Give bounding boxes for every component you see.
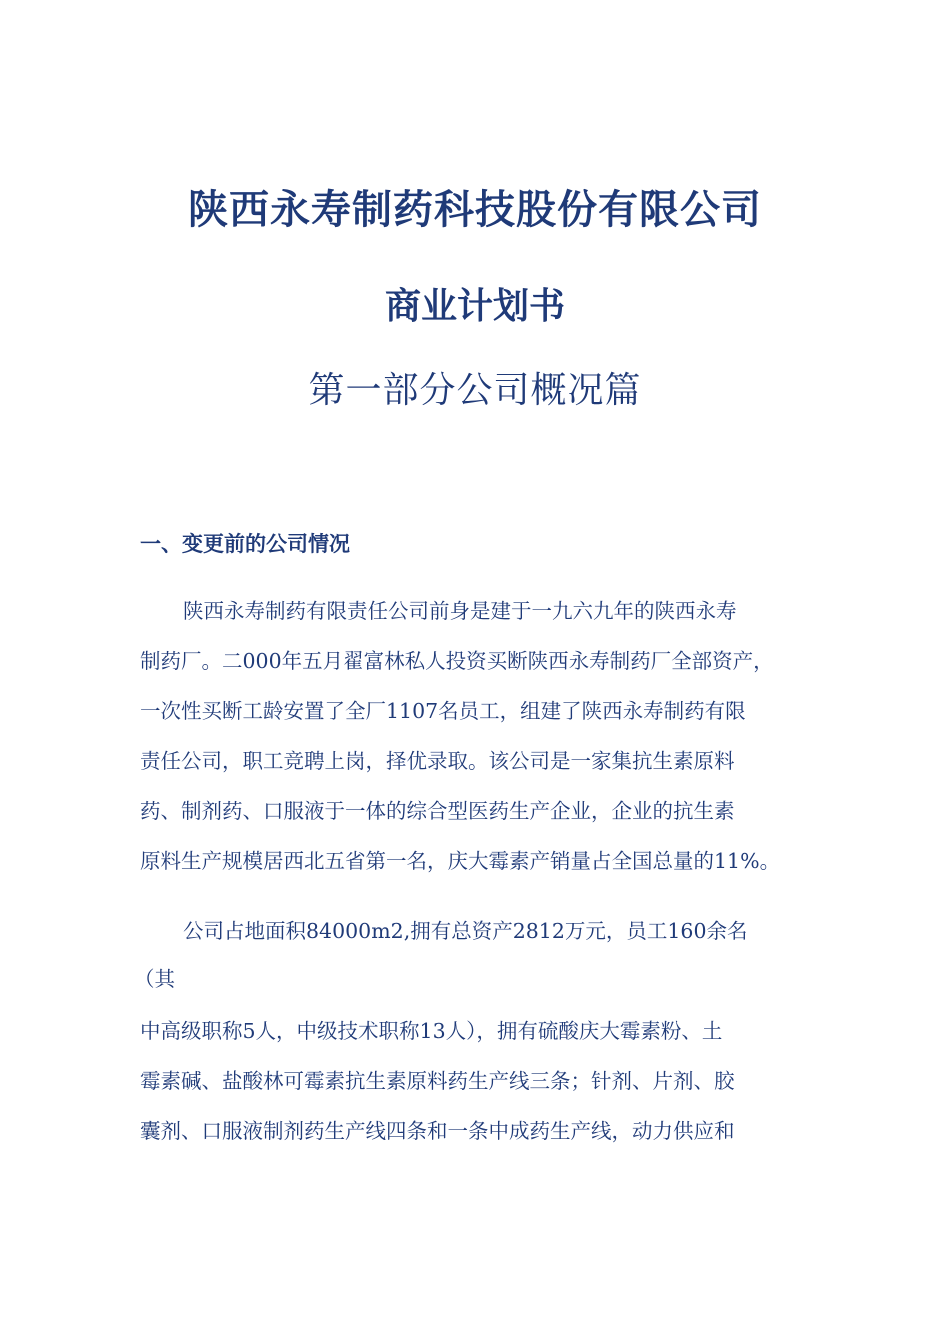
paragraph-line: 中高级职称5人，中级技术职称13人），拥有硫酸庆大霉素粉、土 [140, 1019, 723, 1043]
paragraph-line: 公司占地面积84000m2,拥有总资产2812万元，员工160余名 [183, 919, 748, 943]
paragraph-line: （其 [134, 967, 175, 991]
paragraph-line: 一次性买断工龄安置了全厂1107名员工，组建了陕西永寿制药有限 [140, 699, 746, 723]
part-title: 第一部分公司概况篇 [308, 370, 642, 411]
paragraph-line: 霉素碱、盐酸林可霉素抗生素原料药生产线三条；针剂、片剂、胶 [140, 1069, 735, 1093]
document-subtitle: 商业计划书 [384, 286, 565, 327]
paragraph-line: 药、制剂药、口服液于一体的综合型医药生产企业，企业的抗生素 [140, 799, 735, 823]
paragraph-line: 陕西永寿制药有限责任公司前身是建于一九六九年的陕西永寿 [183, 599, 737, 623]
section-heading: 一、变更前的公司情况 [140, 532, 350, 556]
paragraph-line: 制药厂。二000年五月翟富林私人投资买断陕西永寿制药厂全部资产， [140, 649, 774, 673]
paragraph-line: 原料生产规模居西北五省第一名，庆大霉素产销量占全国总量的11%。 [140, 849, 781, 873]
document-title: 陕西永寿制药科技股份有限公司 [188, 187, 762, 233]
paragraph-line: 囊剂、口服液制剂药生产线四条和一条中成药生产线，动力供应和 [140, 1119, 735, 1143]
paragraph-line: 责任公司，职工竞聘上岗，择优录取。该公司是一家集抗生素原料 [140, 749, 735, 773]
